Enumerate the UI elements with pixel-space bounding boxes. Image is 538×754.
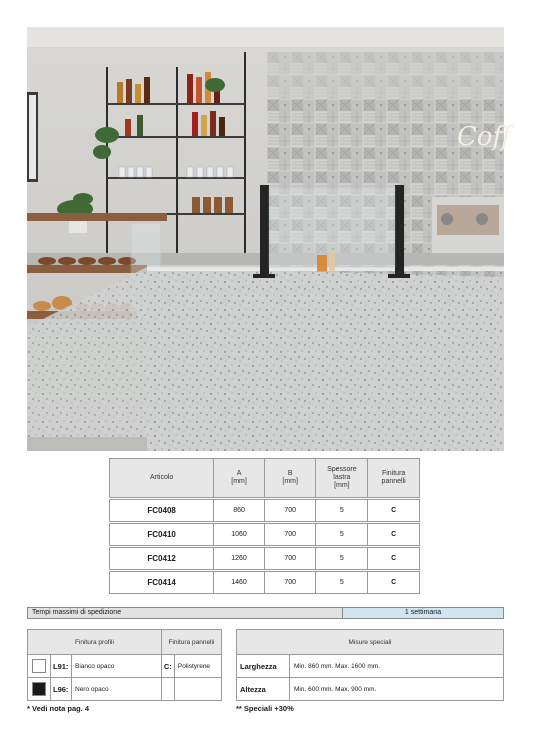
special-sizes-header: Misure speciali [237,630,504,655]
white-swatch [32,659,46,673]
dim-a: 1060 [214,524,265,546]
black-swatch [32,682,46,696]
dim-a: 1260 [214,548,265,570]
finish-row [28,678,222,701]
panel-name: Polistyrene [174,655,221,678]
profile-finish-header: Finitura profili [28,630,162,655]
panel-finish: C [368,524,420,546]
dim-a: 860 [214,500,265,522]
profile-code: L91: [51,655,72,678]
article-code: FC0408 [110,500,214,522]
special-key: Altezza [237,678,290,701]
dim-b: 700 [264,500,316,522]
special-sizes-table [236,629,504,701]
dim-b: 700 [264,572,316,594]
profile-name: Nero opaco [72,678,162,701]
thickness: 5 [316,548,368,570]
thickness: 5 [316,500,368,522]
panel-finish: C [368,572,420,594]
article-code: FC0414 [110,572,214,594]
shipping-bar [27,607,504,619]
col-header-a: A [mm] [214,459,265,498]
panel-finish-header: Finitura pannelli [161,630,221,655]
product-photo [27,27,511,451]
dim-b: 700 [264,548,316,570]
dim-b: 700 [264,524,316,546]
col-header-finitura: Finitura pannelli [368,459,420,498]
footnote-right: ** Speciali +30% [236,704,294,713]
finish-table [27,629,222,701]
table-row [110,524,420,546]
table-row [110,500,420,522]
profile-code: L96: [51,678,72,701]
special-value: Min. 600 mm. Max. 900 mm. [290,678,504,701]
special-row [237,655,504,678]
product-table [109,458,420,594]
neon-sign: Coff [457,122,511,152]
thickness: 5 [316,524,368,546]
table-row [110,548,420,570]
article-code: FC0410 [110,524,214,546]
special-value: Min. 860 mm. Max. 1600 mm. [290,655,504,678]
profile-name: Bianco opaco [72,655,162,678]
special-row [237,678,504,701]
footnote-left: * Vedi nota pag. 4 [27,704,90,713]
col-header-articolo: Articolo [110,459,214,498]
panel-finish: C [368,500,420,522]
finish-row [28,655,222,678]
shipping-label: Tempi massimi di spedizione [28,608,343,618]
panel-code: C: [161,655,174,678]
col-header-b: B [mm] [264,459,316,498]
dim-a: 1460 [214,572,265,594]
table-row [110,572,420,594]
thickness: 5 [316,572,368,594]
article-code: FC0412 [110,548,214,570]
shipping-value: 1 settimana [343,608,503,618]
special-key: Larghezza [237,655,290,678]
panel-finish: C [368,548,420,570]
col-header-spessore: Spessore lastra [mm] [316,459,368,498]
